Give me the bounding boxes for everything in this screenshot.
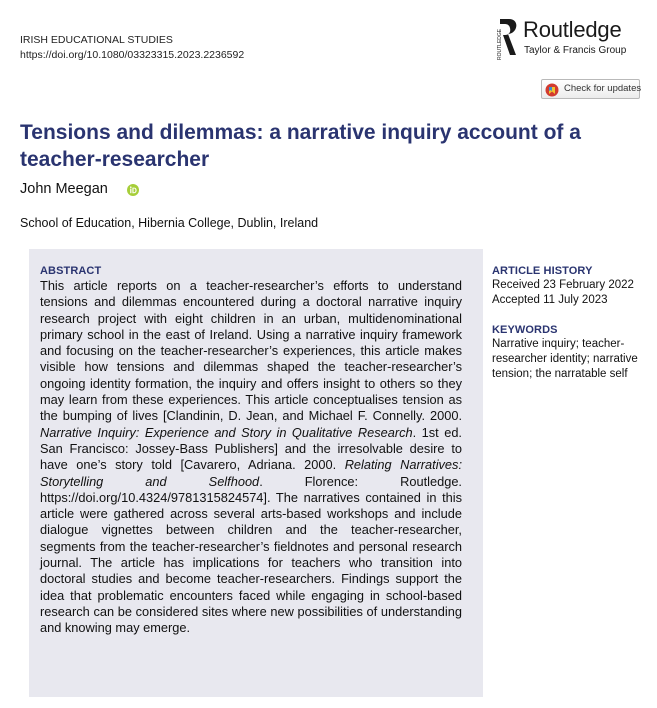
article-history-heading: ARTICLE HISTORY (492, 265, 593, 277)
abstract-text-part: This article reports on a teacher-researcher’s efforts to understand tensions and dilemmas encountered during a doctoral narrative inquiry research project with eight children in an urban, multidenominational primary school in the east of Ireland. Using a narrative inquiry framework and focusing on the teacher-researcher’s experiences, this article makes visible how tensions and dilemmas shaped the teacher-researcher’s ongoing identity formation, the inquiry and offers insight to others so they may learn from these experiences. This article conceptualises tension as the bumping of lives [Clandinin, D. Jean, and Michael F. Connelly. 2000. (40, 278, 462, 424)
publisher-name: Routledge (523, 17, 622, 42)
check-for-updates-button[interactable] (541, 79, 640, 99)
article-title: Tensions and dilemmas: a narrative inquiry account of a teacher-researcher (20, 121, 581, 171)
publisher-logo (497, 17, 647, 63)
crossmark-icon (545, 83, 559, 97)
keywords-heading: KEYWORDS (492, 324, 558, 336)
doi-link[interactable]: https://doi.org/10.1080/03323315.2023.2236592 (20, 48, 245, 61)
publisher-vertical-mark: ROUTLEDGE (497, 28, 503, 60)
abstract-text-part: . 1st ed. San Francisco: Jossey-Bass Publishers] and the irresolvable desire to have one’s story told [Cavarero, Adriana. 2000. (40, 424, 462, 473)
keywords-text: Narrative inquiry; teacher-researcher identity; narrative tension; the narratable self (492, 338, 638, 380)
journal-name: IRISH EDUCATIONAL STUDIES (20, 34, 173, 46)
accepted-date: Accepted 11 July 2023 (492, 294, 608, 306)
abstract-citation-title: Narrative Inquiry: Experience and Story in Qualitative Research (40, 424, 413, 440)
abstract-text (40, 278, 462, 637)
orcid-icon[interactable] (127, 184, 139, 196)
received-date: Received 23 February 2022 (492, 279, 634, 291)
check-for-updates-label: Check for updates (564, 83, 642, 94)
journal-header (20, 33, 244, 62)
publisher-subtitle: Taylor & Francis Group (524, 45, 627, 56)
routledge-logo-icon (497, 17, 519, 61)
abstract-citation-title: Relating Narratives: Storytelling and Selfhood (40, 457, 463, 489)
article-history (492, 278, 647, 308)
abstract-text-part: . Florence: Routledge. https://doi.org/10.4324/9781315824574]. The narratives contained in this article were gathered across several arts-based workshops and include dialogue vignettes between children and the teacher-researcher, segments from the teacher-researcher’s fieldnotes and personal research journal. The article has implications for teachers who transition into doctoral studies and become teacher-researchers. Findings support the idea that problematic encounters faced while engaging in school-based research can be considered sites where new possibilities of understanding and knowing may emerge. (40, 473, 462, 636)
author-name[interactable]: John Meegan (20, 181, 108, 197)
author-affiliation: School of Education, Hibernia College, Dublin, Ireland (20, 216, 319, 230)
abstract-heading: ABSTRACT (40, 265, 102, 277)
